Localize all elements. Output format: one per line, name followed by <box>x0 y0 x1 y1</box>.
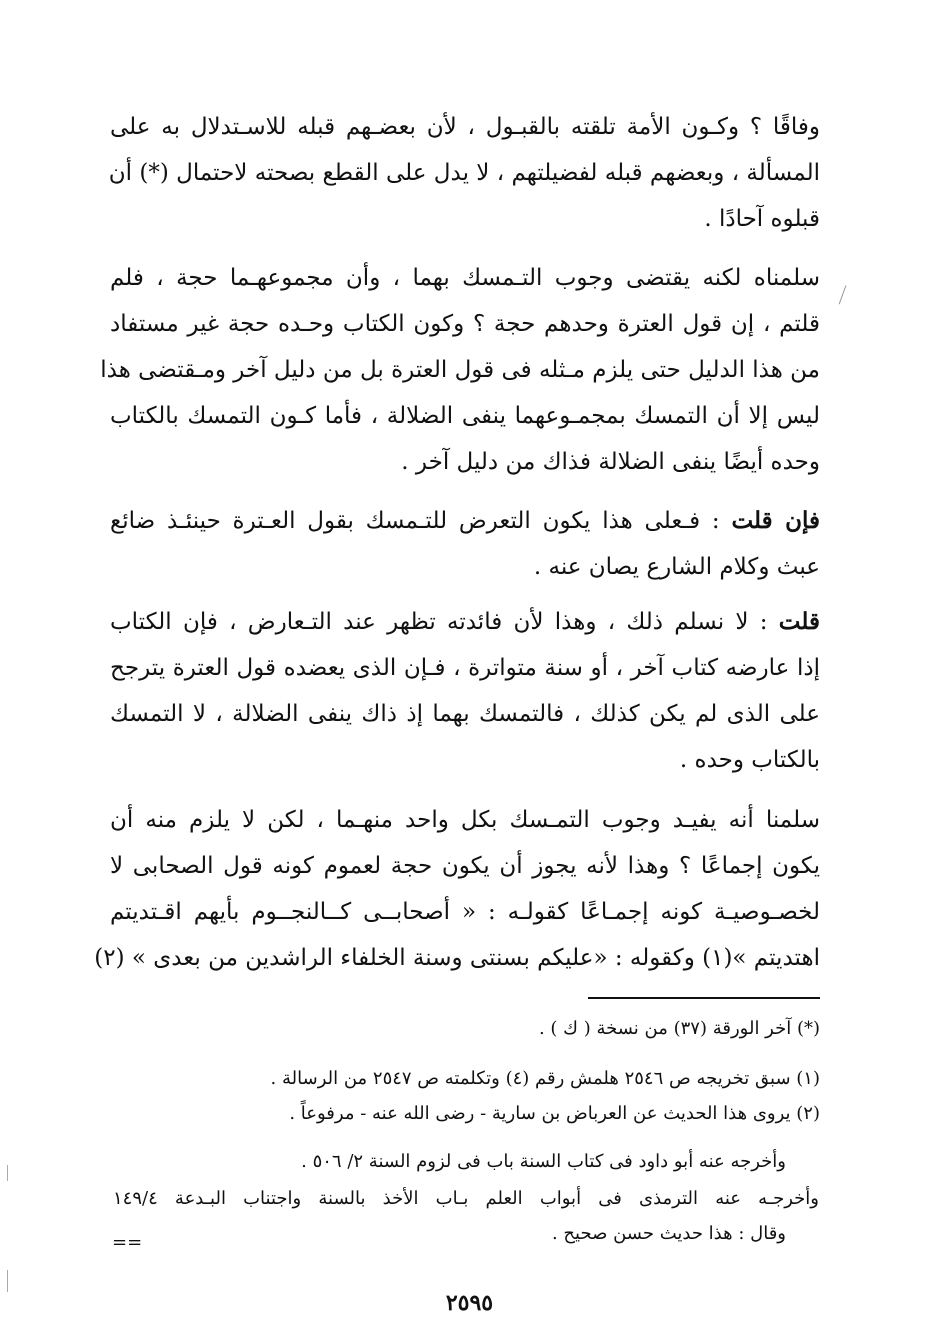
scan-mark <box>7 1270 9 1292</box>
line-rest: : لا نسلم ذلك ، وهذا لأن فائدته تظهر عند التـعارض ، فإن الكتاب <box>110 609 768 635</box>
text-line: ليس إلا أن التمسك بمجمـوعهما ينفى الضلالة ، فأما كـون التمسك بالكتاب <box>110 403 820 429</box>
text-line: من هذا الدليل حتى يلزم مـثله فى قول العترة بل من دليل آخر ومـقتضى هذا <box>100 357 820 383</box>
text-line <box>110 599 820 645</box>
text-line <box>110 498 820 544</box>
page-number: ٢٥٩٥ <box>445 1290 494 1316</box>
paragraph-2 <box>100 255 820 485</box>
text-line: قلتم ، إن قول العترة وحدهم حجة ؟ وكون الكتاب وحـده حجة غير مستفاد <box>110 311 820 337</box>
footnote-star: (*) آخر الورقة (٣٧) من نسخة ( ك ) . <box>538 1018 820 1039</box>
footnote-2-line: وأخرجه عنه أبو داود فى كتاب السنة باب فى لزوم السنة ٢/ ٥٠٦ . <box>301 1151 786 1172</box>
paragraph-1 <box>110 104 820 242</box>
text-line: يكون إجماعًا ؟ وهذا لأنه يجوز أن يكون حجة لعموم كونه قول الصحابى لا <box>110 853 820 879</box>
footnote-2: (٢) يروى هذا الحديث عن العرباض بن سارية - رضى الله عنه - مرفوعاً . <box>289 1103 820 1124</box>
text-line: وفاقًا ؟ وكـون الأمة تلقته بالقبـول ، لأن بعضـهم قبله للاسـتدلال به على <box>110 114 820 140</box>
paragraph-4 <box>110 599 820 783</box>
paragraph-3 <box>110 498 820 590</box>
text-line: بالكتاب وحده . <box>679 747 820 773</box>
scan-mark <box>7 1165 9 1181</box>
line-rest: : فـعلى هذا يكون التعرض للتـمسك بقول العـترة حينئـذ ضائع <box>110 508 720 534</box>
continuation-mark: == <box>112 1232 143 1253</box>
paragraph-5 <box>94 797 820 981</box>
text-line: وحده أيضًا ينفى الضلالة فذاك من دليل آخر . <box>401 449 820 475</box>
text-line: على الذى لم يكن كذلك ، فالتمسك بهما إذ ذاك ينفى الضلالة ، لا التمسك <box>110 701 820 727</box>
footnote-2-line: وأخرجـه عنه الترمذى فى أبواب العلم بـاب الأخذ بالسنة واجتناب البـدعة ١٤٩/٤ <box>113 1188 819 1209</box>
text-line: قبلوه آحادًا . <box>704 206 820 232</box>
scan-mark <box>839 285 848 304</box>
text-line: سلمنا أنه يفيـد وجوب التمـسك بكل واحد منهـما ، لكن لا يلزم منه أن <box>110 807 820 833</box>
lead-term: فإن قلت <box>731 507 820 534</box>
text-line: سلمناه لكنه يقتضى وجوب التـمسك بهما ، وأن مجموعهـما حجة ، فلم <box>110 265 820 291</box>
footnote-divider <box>588 997 820 999</box>
lead-term: قلت <box>778 608 820 635</box>
text-line: عبث وكلام الشارع يصان عنه . <box>533 554 820 580</box>
text-line: اهتديتم »(١) وكقوله : «عليكم بسنتى وسنة الخلفاء الراشدين من بعدى » (٢) <box>94 945 820 971</box>
text-line: إذا عارضه كتاب آخر ، أو سنة متواترة ، فـإن الذى يعضده قول العترة يترجح <box>110 655 820 681</box>
footnote-2-line: وقال : هذا حديث حسن صحيح . <box>551 1223 786 1244</box>
text-line: المسألة ، وبعضهم قبله لفضيلتهم ، لا يدل على القطع بصحته لاحتمال (*) أن <box>108 160 820 186</box>
text-line: لخصـوصيـة كونه إجمـاعًا كقولـه : « أصحابــى كــالنجــوم بأيهم اقـتديتم <box>110 899 820 925</box>
footnote-1: (١) سبق تخريجه ص ٢٥٤٦ هلمش رقم (٤) وتكلمته ص ٢٥٤٧ من الرسالة . <box>270 1068 820 1089</box>
